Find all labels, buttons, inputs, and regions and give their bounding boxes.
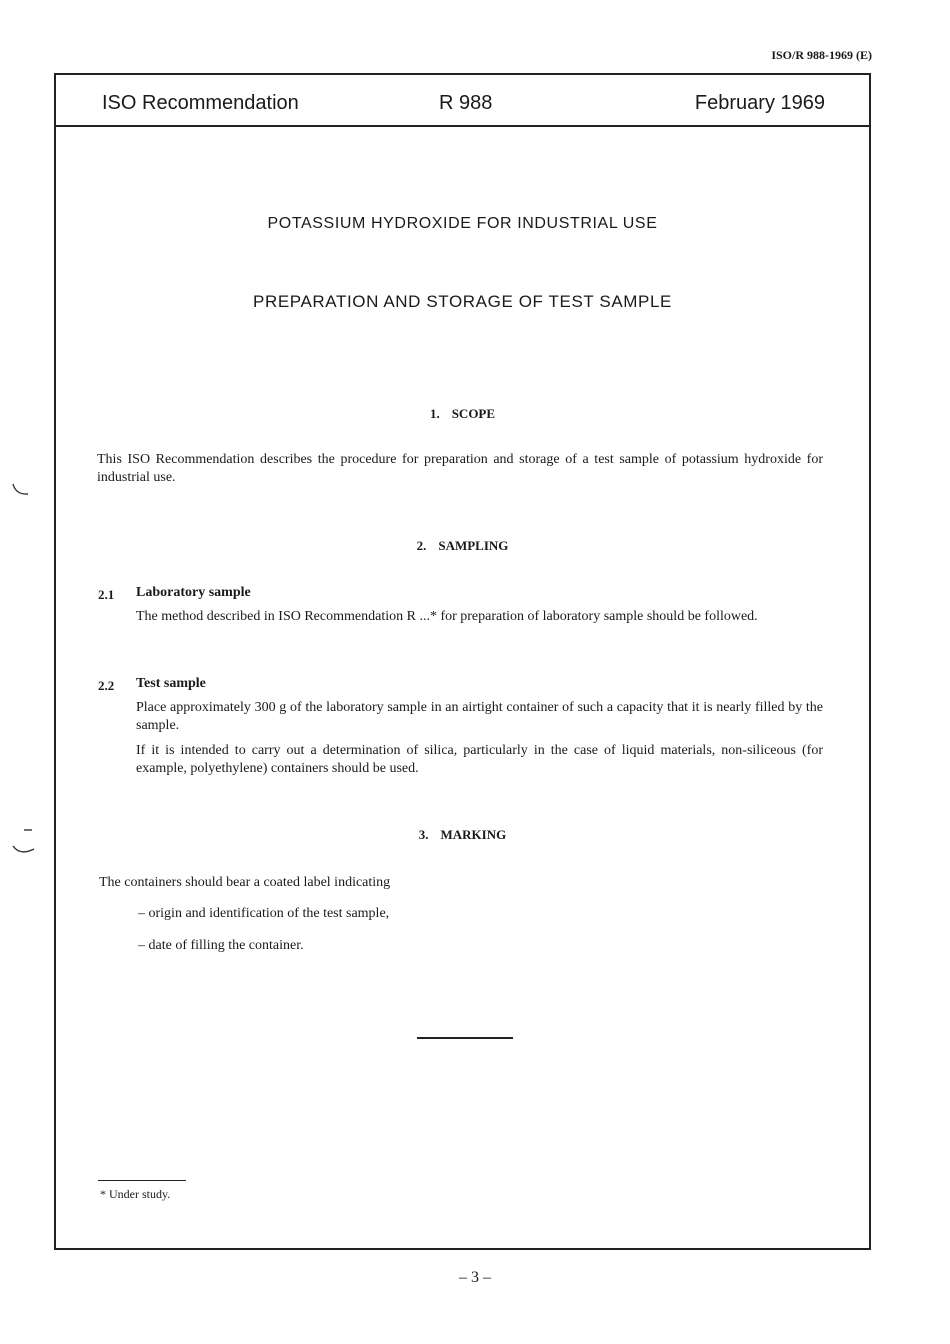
header-recommendation-number: R 988 <box>439 92 493 114</box>
subsection-title-laboratory-sample: Laboratory sample <box>136 585 251 600</box>
subsection-number: 2.2 <box>98 678 115 693</box>
section-heading-marking <box>56 827 869 843</box>
document-reference: ISO/R 988-1969 (E) <box>771 48 872 62</box>
margin-scan-mark <box>10 480 36 500</box>
section-title: SAMPLING <box>438 538 509 553</box>
laboratory-sample-paragraph: The method described in ISO Recommendation R ...* for preparation of laboratory sample should be followed. <box>136 609 758 624</box>
marking-intro: The containers should bear a coated label indicating <box>99 875 391 890</box>
section-number: 3. <box>418 827 429 842</box>
marking-list-item: – date of filling the container. <box>138 938 304 953</box>
header-bar <box>56 75 869 127</box>
section-number: 2. <box>416 538 427 553</box>
page-frame <box>54 73 871 1250</box>
scope-paragraph: This ISO Recommendation describes the procedure for preparation and storage of a test sample of potassium hydroxide for industrial use. <box>97 452 823 485</box>
document-subtitle: PREPARATION AND STORAGE OF TEST SAMPLE <box>253 292 672 311</box>
margin-scan-mark <box>10 826 36 860</box>
header-left: ISO Recommendation <box>102 92 299 114</box>
header-date: February 1969 <box>694 92 825 114</box>
end-rule-divider <box>417 1037 513 1039</box>
section-title: MARKING <box>440 827 507 842</box>
section-heading-scope <box>56 406 869 422</box>
test-sample-paragraph-1: Place approximately 300 g of the laboratory sample in an airtight container of such a capacity that it is nearly filled by the sample. <box>136 700 823 733</box>
section-number: 1. <box>429 406 440 421</box>
footnote-divider <box>98 1180 186 1181</box>
section-title: SCOPE <box>451 406 496 421</box>
page-number: – 3 – <box>459 1269 491 1286</box>
subsection-title-test-sample: Test sample <box>136 676 206 691</box>
test-sample-paragraph-2: If it is intended to carry out a determination of silica, particularly in the case of liquid materials, non-siliceous (for example, polyethylene) containers should be used. <box>136 743 823 776</box>
document-title: POTASSIUM HYDROXIDE FOR INDUSTRIAL USE <box>267 215 658 232</box>
section-heading-sampling <box>56 538 869 554</box>
footnote: * Under study. <box>100 1187 171 1201</box>
subsection-number: 2.1 <box>98 587 115 602</box>
marking-list-item: – origin and identification of the test sample, <box>138 906 390 921</box>
